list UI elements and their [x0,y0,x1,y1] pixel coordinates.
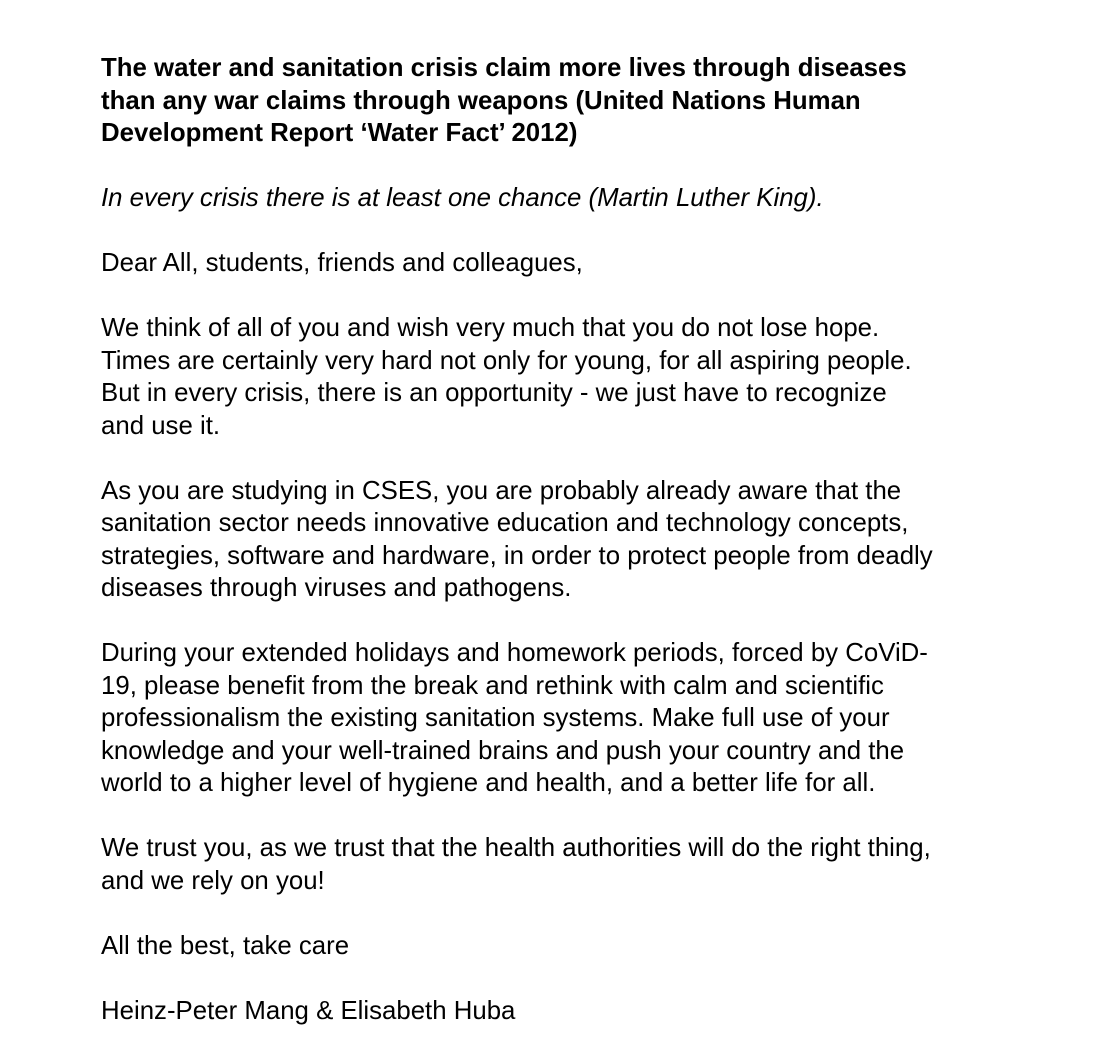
paragraph-hope [101,312,1061,442]
paragraph-line: We trust you, as we trust that the health authorities will do the right thing, [101,834,931,862]
closing-text: All the best, take care [101,931,350,960]
paragraph-cses [101,475,1061,605]
heading-line: Development Report ‘Water Fact’ 2012) [101,119,578,147]
letter-document [101,52,1061,1027]
paragraph-line: 19, please benefit from the break and rethink with calm and scientific [101,671,884,700]
paragraph-line: sanitation sector needs innovative education and technology concepts, [101,509,909,537]
paragraph-line: Times are certainly very hard not only for young, for all aspiring people. [101,346,912,375]
paragraph-trust [101,832,1061,897]
paragraph-line: diseases through viruses and pathogens. [101,574,572,602]
quote-text: In every crisis there is at least one chance (Martin Luther King). [101,184,824,212]
heading-line: The water and sanitation crisis claim more lives through diseases [101,54,907,82]
paragraph-line: professionalism the existing sanitation systems. Make full use of your [101,704,890,732]
closing [101,930,1061,963]
paragraph-line: strategies, software and hardware, in order to protect people from deadly [101,541,933,570]
paragraph-line: knowledge and your well-trained brains and push your country and the [101,736,905,765]
paragraph-line: and use it. [101,411,221,440]
greeting [101,247,1061,280]
paragraph-line: We think of all of you and wish very much that you do not lose hope. [101,314,880,342]
paragraph-line: But in every crisis, there is an opportunity - we just have to recognize [101,379,887,407]
signature [101,995,1061,1028]
signature-text: Heinz-Peter Mang & Elisabeth Huba [101,996,516,1025]
paragraph-covid [101,637,1061,800]
heading-line: than any war claims through weapons (United Nations Human [101,86,861,115]
greeting-text: Dear All, students, friends and colleagues, [101,249,583,277]
paragraph-line: world to a higher level of hygiene and health, and a better life for all. [101,769,876,797]
paragraph-line: As you are studying in CSES, you are probably already aware that the [101,476,902,505]
paragraph-line: and we rely on you! [101,866,325,895]
paragraph-line: During your extended holidays and homework periods, forced by CoViD- [101,639,928,667]
quote [101,182,1061,215]
heading [101,52,1061,150]
